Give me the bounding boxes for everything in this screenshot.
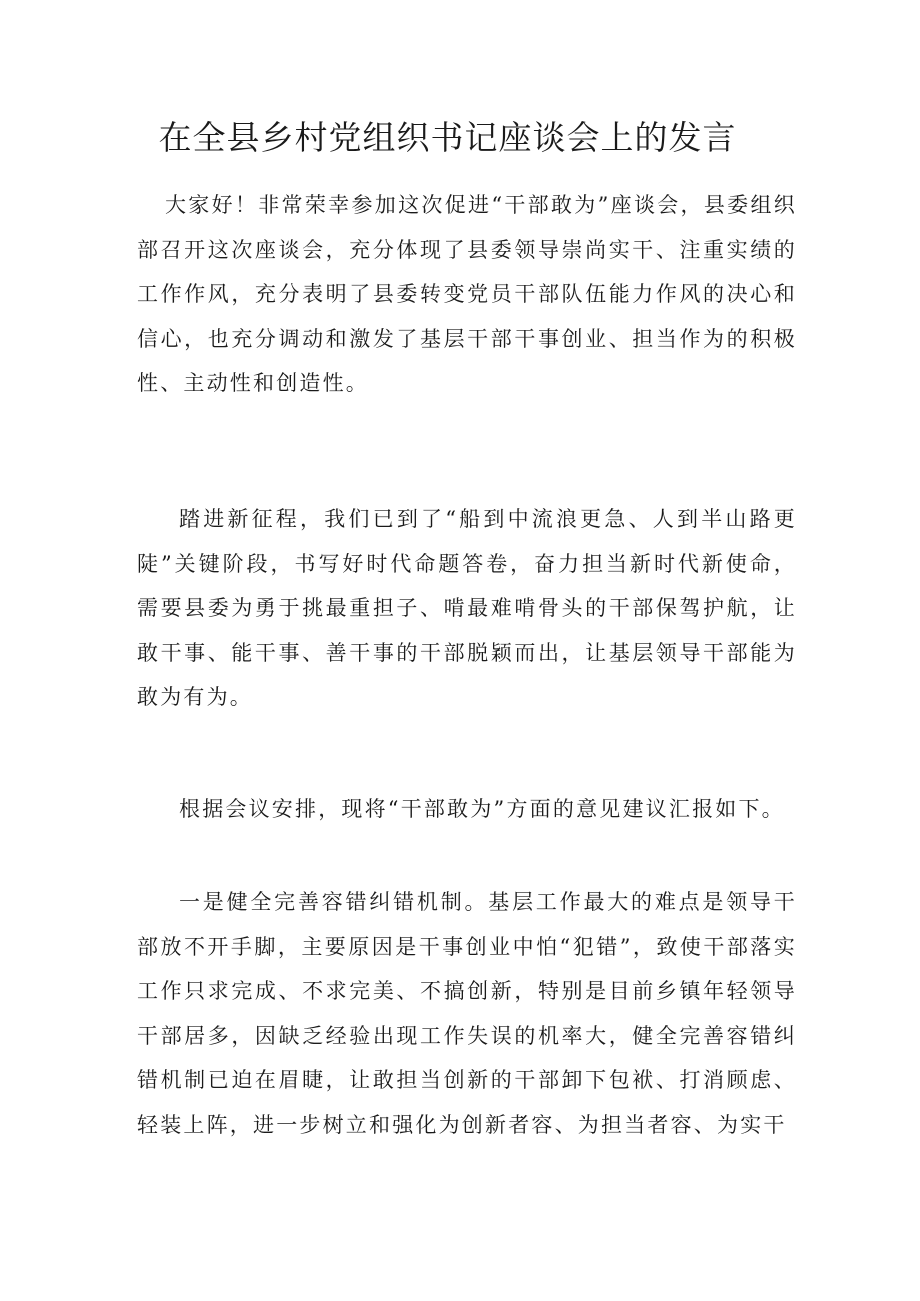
paragraph-new-journey: 踏进新征程，我们已到了“船到中流浪更急、人到半山路更陡”关键阶段，书写好时代命题答卷，奋力担当新时代新使命，需要县委为勇于挑最重担子、啃最难啃骨头的干部保驾护航，让敢干事、能干事、善干事的干部脱颖而出，让基层领导干部能为敢为有为。 bbox=[137, 507, 797, 709]
paragraph-report-intro: 根据会议安排，现将“干部敢为”方面的意见建议汇报如下。 bbox=[179, 797, 785, 821]
paragraph-greeting: 大家好！非常荣幸参加这次促进“干部敢为”座谈会，县委组织部召开这次座谈会，充分体现了县委领导崇尚实干、注重实绩的工作作风，充分表明了县委转变党员干部队伍能力作风的决心和信心，也充分调动和激发了基层干部干事创业、担当作为的积极性、主动性和创造性。 bbox=[137, 193, 797, 395]
paragraph-error-tolerance: 一是健全完善容错纠错机制。基层工作最大的难点是领导干部放不开手脚，主要原因是干事创业中怕“犯错”，致使干部落实工作只求完成、不求完美、不搞创新，特别是目前乡镇年轻领导干部居多，因缺乏经验出现工作失误的机率大，健全完善容错纠错机制已迫在眉睫，让敢担当创新的干部卸下包袱、打消顾虑、轻装上阵，进一步树立和强化为创新者容、为担当者容、为实干 bbox=[137, 890, 797, 1137]
document-title: 在全县乡村党组织书记座谈会上的发言 bbox=[158, 118, 737, 157]
